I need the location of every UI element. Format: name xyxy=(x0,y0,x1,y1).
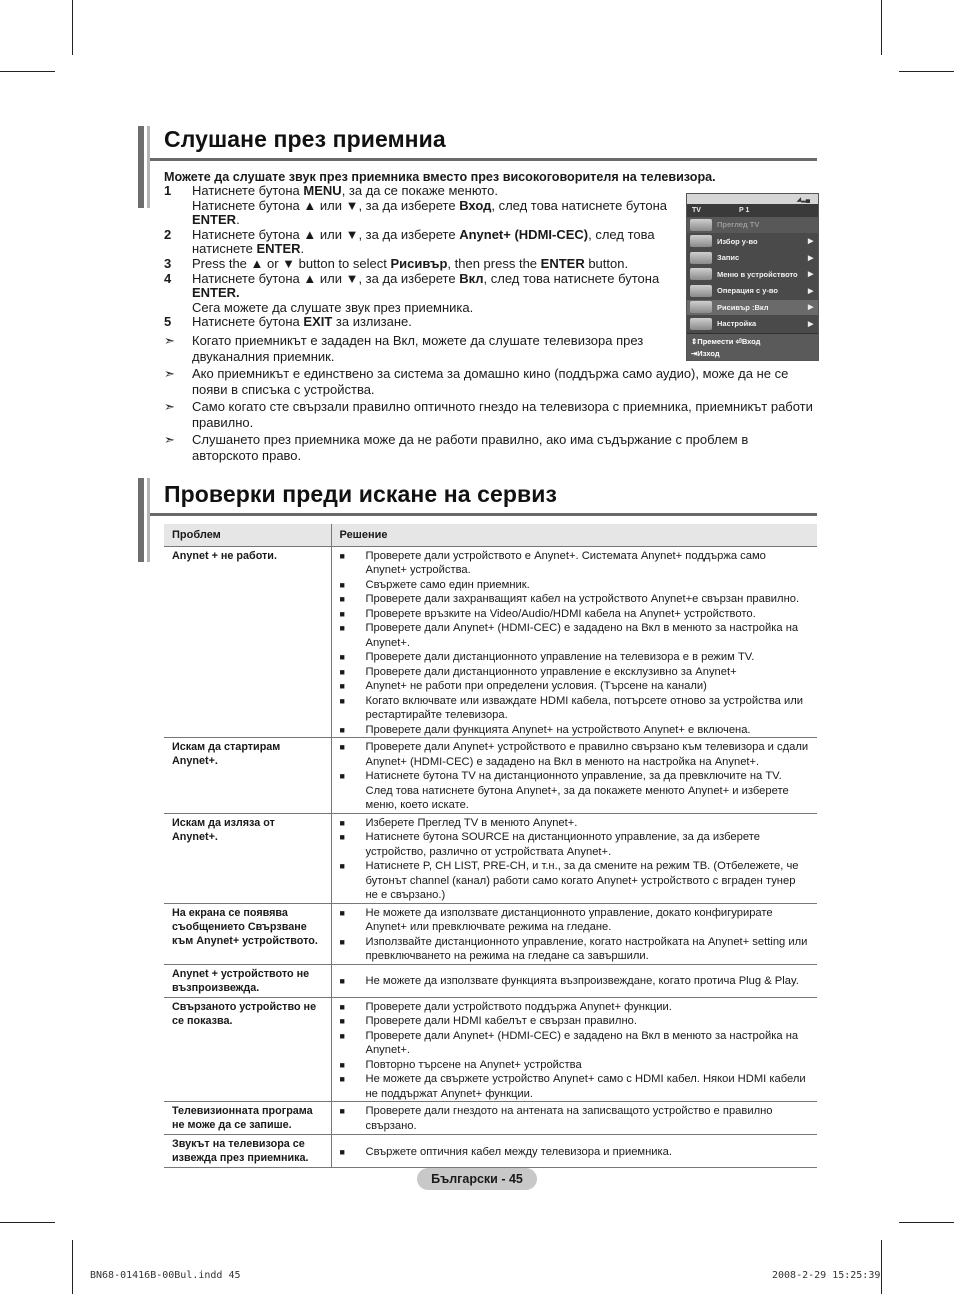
section-bar xyxy=(147,126,150,208)
osd-menu-label: Преглед TV xyxy=(717,220,760,230)
solution-cell xyxy=(331,546,817,738)
osd-menu-item xyxy=(687,217,818,234)
note-arrow-icon: ➣ xyxy=(164,432,175,447)
signal-icon: ◢▂▄ xyxy=(796,197,810,203)
step-fragment: . xyxy=(236,212,240,228)
solution-item xyxy=(340,1145,810,1160)
note-arrow-icon: ➣ xyxy=(164,333,175,348)
osd-menu-label: Запис xyxy=(717,253,740,263)
step-keyword: Рисивър xyxy=(390,255,448,271)
osd-footer xyxy=(687,334,818,361)
solution-text: Не можете да използвате дистанционното управление, докато конфигурирате Anynet+ или превключвате режима на гледане. xyxy=(365,906,773,933)
solution-text: Проверете дали дистанционното управление е ексклузивно за Anynet+ xyxy=(365,665,737,678)
solution-item xyxy=(340,650,810,665)
bullet-icon: ■ xyxy=(339,742,345,752)
bullet-icon: ■ xyxy=(339,861,345,871)
osd-menu-item xyxy=(687,300,818,317)
menu-icon xyxy=(690,268,712,280)
section-rule xyxy=(150,513,817,516)
osd-menu-label: Операция с у-во xyxy=(717,286,778,296)
exit-icon: ⇥ xyxy=(691,349,698,358)
print-file: BN68-01416B-00Bul.indd 45 xyxy=(90,1270,241,1281)
bullet-icon: ■ xyxy=(339,681,345,691)
step-fragment: , след това натиснете бутона xyxy=(491,197,668,213)
note-item xyxy=(164,399,816,431)
solution-item xyxy=(340,1000,810,1015)
solution-text: Проверете дали дистанционното управление на телевизора е в режим TV. xyxy=(365,651,755,663)
crop-mark xyxy=(881,0,882,55)
osd-channel: P 1 xyxy=(739,207,750,214)
solution-text: Натиснете P, CH LIST, PRE-CH, и т.н., за да смените на режим ТВ. (Отбележете, че бутонът channel (канал) работи само когато Anynet+ устройството с вграден тунер не е свързано.) xyxy=(365,860,799,901)
print-date: 2008-2-29 15:25:39 xyxy=(772,1270,881,1281)
solution-item xyxy=(340,723,810,738)
problem-cell: Искам да изляза от Anynet+. xyxy=(164,813,331,903)
solution-cell xyxy=(331,1102,817,1135)
solution-cell xyxy=(331,738,817,814)
solution-item xyxy=(340,665,810,680)
osd-menu-label: Рисивър :Вкл xyxy=(717,302,769,312)
solution-item xyxy=(340,906,810,935)
step-fragment: за излизане. xyxy=(332,314,412,330)
note-text: Само когато сте свързали правилно оптичното гнездо на телевизора с приемника, приемникът работи правилно. xyxy=(192,399,813,430)
bullet-icon: ■ xyxy=(339,936,345,947)
step-keyword: ENTER xyxy=(256,241,301,257)
step-keyword: ENTER. xyxy=(192,285,240,301)
osd-source: TV xyxy=(692,207,701,214)
step-fragment: Натиснете бутона ▲ или ▼, за да изберете xyxy=(192,197,460,213)
step-fragment: , then press the xyxy=(447,255,541,271)
bullet-icon: ■ xyxy=(339,579,345,590)
steps-list xyxy=(164,184,684,330)
menu-icon xyxy=(690,318,712,330)
bullet-icon: ■ xyxy=(339,724,345,735)
note-item xyxy=(164,333,684,365)
table-row xyxy=(164,964,817,997)
chevron-right-icon: ▶ xyxy=(808,304,814,312)
step-fragment: Сега можете да слушате звук през приемника. xyxy=(192,299,474,315)
step-fragment: Натиснете бутона xyxy=(192,314,304,330)
note-text: Слушането през приемника може да не работи правилно, ако има съдържание с проблем в авторското право. xyxy=(192,432,749,463)
solution-text: Проверете връзките на Video/Audio/HDMI кабела на Anynet+ устройството. xyxy=(365,607,756,620)
step-fragment: , за да се покаже менюто. xyxy=(341,183,498,198)
solution-text: Проверете дали устройството е Anynet+. Системата Anynet+ поддържа само Anynet+ устройства. xyxy=(365,549,766,576)
step-number: 1 xyxy=(164,183,172,198)
chevron-right-icon: ▶ xyxy=(808,320,814,328)
solution-item xyxy=(340,935,810,964)
solution-item xyxy=(340,1058,810,1073)
table-row xyxy=(164,903,817,964)
table-body xyxy=(164,546,817,1168)
solution-item xyxy=(340,621,810,650)
bullet-icon: ■ xyxy=(339,594,345,604)
section-bar xyxy=(138,478,144,562)
solution-item xyxy=(340,578,810,593)
solution-text: Проверете дали гнездото на антената на записващото устройство е правилно свързано. xyxy=(365,1105,773,1132)
osd-menu-item xyxy=(687,267,818,284)
osd-menu-item xyxy=(687,250,818,267)
bullet-icon: ■ xyxy=(339,623,345,633)
step-text xyxy=(192,272,684,316)
solution-item xyxy=(340,1072,810,1101)
solution-cell xyxy=(331,1135,817,1168)
step-number: 5 xyxy=(164,314,172,330)
step-keyword: ENTER xyxy=(540,255,585,271)
solution-text: Използвайте дистанционното управление, когато настройката на Anynet+ setting или превключването на режима на гледане са завършили. xyxy=(365,935,808,962)
section-bar xyxy=(147,478,150,562)
osd-menu-item xyxy=(687,283,818,300)
step-item xyxy=(164,272,684,316)
step-text xyxy=(192,228,684,257)
solution-cell xyxy=(331,903,817,964)
osd-move: Премести xyxy=(697,337,734,346)
solution-item xyxy=(340,974,810,989)
step-keyword: Вкл xyxy=(459,270,484,286)
osd-rows xyxy=(687,217,818,333)
menu-icon xyxy=(690,285,712,297)
osd-exit: Изход xyxy=(697,349,720,358)
step-keyword: EXIT xyxy=(303,314,333,330)
solution-item xyxy=(340,592,810,607)
problem-cell: На екрана се появява съобщението Свързване към Anynet+ устройството. xyxy=(164,903,331,964)
solution-item xyxy=(340,769,810,813)
chevron-right-icon: ▶ xyxy=(808,238,814,246)
solution-item xyxy=(340,740,810,769)
step-item xyxy=(164,228,684,257)
problem-cell: Телевизионната програма не може да се запише. xyxy=(164,1102,331,1135)
solution-text: Проверете дали HDMI кабелът е свързан правилно. xyxy=(365,1015,637,1027)
crop-mark xyxy=(899,71,954,72)
osd-menu-label: Избор у-во xyxy=(717,236,758,246)
bullet-icon: ■ xyxy=(339,976,345,987)
osd-menu-label: Настройка xyxy=(717,319,757,329)
updown-icon: ⇕ xyxy=(691,337,698,346)
osd-header xyxy=(687,204,818,217)
solution-text: Изберете Преглед TV в менюто Anynet+. xyxy=(365,816,578,829)
crop-mark xyxy=(72,0,73,55)
solution-text: Повторно търсене на Anynet+ устройства xyxy=(365,1058,582,1071)
solution-text: Не можете да свържете устройство Anynet+ само с HDMI кабел. Някои HDMI кабели не поддържат Anynet+ функции. xyxy=(365,1073,806,1100)
crop-mark xyxy=(0,1222,55,1223)
solution-text: Натиснете бутона TV на дистанционното управление, за да превключите на TV. След това натиснете бутона Anynet+, за да покажете менюто Anynet+ и изберете меню, което искате. xyxy=(365,770,789,811)
troubleshooting-table xyxy=(164,524,817,1168)
col-solution: Решение xyxy=(331,524,817,546)
step-fragment: Натиснете бутона xyxy=(192,183,304,198)
note-text: Ако приемникът е единствено за система за домашно кино (поддържа само аудио), може да не се появи в списъка с устройства. xyxy=(192,366,789,397)
table-row xyxy=(164,997,817,1102)
step-item xyxy=(164,315,684,330)
problem-cell: Anynet + устройството не възпроизвежда. xyxy=(164,964,331,997)
solution-text: Проверете дали устройството поддържа Anynet+ функции. xyxy=(365,1000,672,1013)
section-title-service: Проверки преди искане на сервиз xyxy=(164,481,558,507)
solution-item xyxy=(340,859,810,903)
bullet-icon: ■ xyxy=(339,1016,345,1026)
bullet-icon: ■ xyxy=(339,1106,345,1116)
enter-icon: ⏎ xyxy=(735,337,742,346)
bullet-icon: ■ xyxy=(339,666,345,677)
step-text xyxy=(192,315,684,330)
col-problem: Проблем xyxy=(164,524,331,546)
solution-text: Натиснете бутона SOURCE на дистанционното управление, за да изберете устройство, различно от устройствата Anynet+. xyxy=(365,831,760,858)
section-bar xyxy=(138,126,144,208)
solution-item xyxy=(340,694,810,723)
bullet-icon: ■ xyxy=(339,608,345,619)
osd-enter: Вход xyxy=(741,337,761,346)
solution-item xyxy=(340,549,810,578)
bullet-icon: ■ xyxy=(339,817,345,828)
step-item xyxy=(164,257,684,272)
table-row xyxy=(164,1102,817,1135)
intro-text: Можете да слушате звук през приемника вместо през високоговорителя на телевизора. xyxy=(164,170,716,184)
note-item xyxy=(164,366,816,398)
solution-item xyxy=(340,1029,810,1058)
bullet-icon: ■ xyxy=(339,907,345,918)
osd-menu-label: Меню в устройството xyxy=(717,269,798,279)
table-header-row xyxy=(164,524,817,546)
section-title-receiver: Слушане през приемниа xyxy=(164,126,446,152)
solution-text: Anynet+ не работи при определени условия. (Търсене на канали) xyxy=(365,680,707,692)
solution-text: Проверете дали Anynet+ (HDMI-CEC) е зададено на Вкл в менюто за настройка на Anynet+. xyxy=(365,1029,799,1056)
tv-osd-menu xyxy=(686,193,819,361)
problem-cell: Свързаното устройство не се показва. xyxy=(164,997,331,1102)
step-text xyxy=(192,257,684,272)
chevron-right-icon: ▶ xyxy=(808,254,814,262)
menu-icon xyxy=(690,235,712,247)
menu-icon xyxy=(690,252,712,264)
table-row xyxy=(164,738,817,814)
step-fragment: button. xyxy=(584,255,629,271)
solution-text: Проверете дали захранващият кабел на устройството Anynet+е свързан правилно. xyxy=(365,593,800,605)
crop-mark xyxy=(0,71,55,72)
solution-text: Проверете дали Anynet+ устройството е правилно свързано към телевизора и сдали Anynet+ (HDMI-CEC) е зададено на Вкл в менюто на настройка на Anynet+. xyxy=(365,741,809,768)
bullet-icon: ■ xyxy=(339,550,345,561)
bullet-icon: ■ xyxy=(339,695,345,706)
crop-mark xyxy=(881,1240,882,1294)
step-fragment: , след това натиснете бутона xyxy=(483,270,660,286)
bullet-icon: ■ xyxy=(339,1001,345,1012)
step-fragment: . xyxy=(300,241,305,257)
step-fragment: , след това натиснете xyxy=(192,226,655,257)
solution-item xyxy=(340,679,810,694)
solution-text: Свържете само един приемник. xyxy=(365,578,530,591)
solution-text: Свържете оптичния кабел между телевизора и приемника. xyxy=(365,1145,673,1158)
step-number: 3 xyxy=(164,255,172,271)
bullet-icon: ■ xyxy=(339,652,345,662)
bullet-icon: ■ xyxy=(339,1030,345,1041)
solution-item xyxy=(340,1104,810,1133)
problem-cell: Anynet + не работи. xyxy=(164,546,331,738)
bullet-icon: ■ xyxy=(339,1074,345,1084)
step-item xyxy=(164,184,684,228)
step-number: 2 xyxy=(164,226,172,242)
note-arrow-icon: ➣ xyxy=(164,366,175,381)
note-text: Когато приемникът е зададен на Вкл, можете да слушате телевизора през двуканалния приемник. xyxy=(192,333,644,364)
table-row xyxy=(164,546,817,738)
menu-icon xyxy=(690,219,712,231)
step-keyword: ENTER xyxy=(192,212,237,228)
step-keyword: Anynet+ (HDMI-CEC) xyxy=(459,226,589,242)
bullet-icon: ■ xyxy=(339,1146,345,1157)
problem-cell: Звукът на телевизора се извежда през приемника. xyxy=(164,1135,331,1168)
solution-cell xyxy=(331,813,817,903)
section-rule xyxy=(150,158,817,161)
note-arrow-icon: ➣ xyxy=(164,399,175,414)
menu-icon xyxy=(690,301,712,313)
bullet-icon: ■ xyxy=(339,1059,345,1070)
osd-menu-item xyxy=(687,316,818,333)
osd-status-bar xyxy=(687,194,818,204)
step-keyword: Вход xyxy=(459,197,492,213)
solution-item xyxy=(340,816,810,831)
step-keyword: MENU xyxy=(303,183,342,198)
step-text xyxy=(192,184,684,228)
step-fragment: Press the ▲ or ▼ button to select xyxy=(192,255,391,271)
crop-mark xyxy=(72,1240,73,1294)
note-item xyxy=(164,432,816,464)
bullet-icon: ■ xyxy=(339,832,345,842)
solution-cell xyxy=(331,997,817,1102)
page-number-badge: Български - 45 xyxy=(417,1168,537,1190)
problem-cell: Искам да стартирам Anynet+. xyxy=(164,738,331,814)
solution-text: Проверете дали функцията Anynet+ на устройството Anynet+ е включена. xyxy=(365,723,751,736)
step-number: 4 xyxy=(164,270,172,286)
crop-mark xyxy=(899,1222,954,1223)
bullet-icon: ■ xyxy=(339,771,345,781)
step-fragment: Натиснете бутона ▲ или ▼, за да изберете xyxy=(192,270,460,286)
table-row xyxy=(164,1135,817,1168)
chevron-right-icon: ▶ xyxy=(808,287,814,295)
solution-text: Когато включвате или изваждате HDMI кабела, потърсете отново за устройства или рестартирайте телевизора. xyxy=(365,694,804,721)
solution-item xyxy=(340,830,810,859)
table-row xyxy=(164,813,817,903)
solution-text: Проверете дали Anynet+ (HDMI-CEC) е зададено на Вкл в менюто за настройка на Anynet+. xyxy=(365,622,799,649)
chevron-right-icon: ▶ xyxy=(808,271,814,279)
solution-item xyxy=(340,607,810,622)
solution-item xyxy=(340,1014,810,1029)
solution-cell xyxy=(331,964,817,997)
step-fragment: Натиснете бутона ▲ или ▼, за да изберете xyxy=(192,226,460,242)
osd-menu-item xyxy=(687,234,818,251)
solution-text: Не можете да използвате функцията възпроизвеждане, когато протича Plug & Play. xyxy=(365,975,799,988)
